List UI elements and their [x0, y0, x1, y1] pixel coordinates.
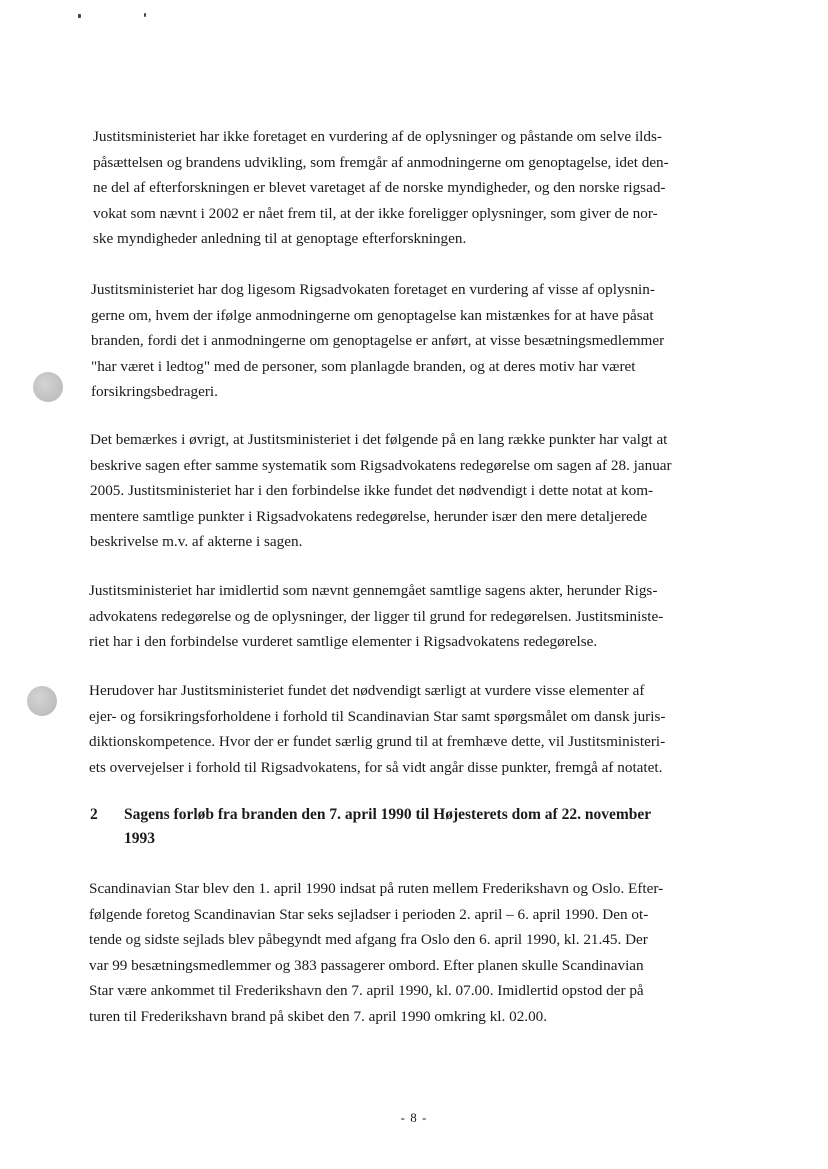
text-line: vokat som nævnt i 2002 er nået frem til, at der ikke foreligger oplysninger, som giver de nor-: [93, 204, 658, 222]
section-number: 2: [90, 806, 98, 823]
text-line: var 99 besætningsmedlemmer og 383 passagerer ombord. Efter planen skulle Scandinavian: [89, 956, 644, 974]
paragraph-4: [89, 578, 663, 655]
scan-speck: [78, 14, 81, 18]
text-line: beskrive sagen efter samme systematik som Rigsadvokatens redegørelse om sagen af 28. januar: [90, 456, 672, 474]
punch-hole: [27, 686, 57, 716]
text-line: forsikringsbedrageri.: [91, 383, 218, 400]
section-title-line: Sagens forløb fra branden den 7. april 1990 til Højesterets dom af 22. november: [124, 806, 652, 823]
text-line: Herudover har Justitsministeriet fundet det nødvendigt særligt at vurdere visse elementer af: [89, 682, 645, 699]
paragraph-1: [93, 124, 669, 252]
section-title-line: 1993: [124, 830, 155, 847]
section-paragraph: [89, 876, 663, 1029]
scan-speck: [144, 13, 146, 17]
punch-hole: [33, 372, 63, 402]
text-line: Justitsministeriet har dog ligesom Rigsadvokaten foretaget en vurdering af visse af oplysnin-: [91, 281, 655, 298]
text-line: 2005. Justitsministeriet har i den forbindelse ikke fundet det nødvendigt i dette notat at kom-: [90, 482, 654, 499]
text-line: ets overvejelser i forhold til Rigsadvokatens, for så vidt angår disse punkter, fremgå af notatet.: [89, 758, 663, 776]
text-line: Scandinavian Star blev den 1. april 1990 indsat på ruten mellem Frederikshavn og Oslo. Efter-: [89, 880, 664, 897]
text-line: riet har i den forbindelse vurderet samtlige elementer i Rigsadvokatens redegørelse.: [89, 633, 598, 650]
paragraph-3: [90, 427, 672, 555]
paragraph-2: [91, 277, 664, 405]
text-line: følgende foretog Scandinavian Star seks sejladser i perioden 2. april – 6. april 1990. Den ot-: [89, 905, 649, 923]
text-line: tende og sidste sejlads blev påbegyndt med afgang fra Oslo den 6. april 1990, kl. 21.45. Der: [89, 931, 648, 948]
text-line: turen til Frederikshavn brand på skibet den 7. april 1990 omkring kl. 02.00.: [89, 1007, 548, 1025]
text-line: branden, fordi det i anmodningerne om genoptagelse er anført, at visse besætningsmedlemmer: [91, 332, 665, 349]
text-line: advokatens redegørelse og de oplysninger, der ligger til grund for redegørelsen. Justitsministe-: [89, 607, 664, 625]
section-heading: [90, 803, 750, 853]
text-line: diktionskompetence. Hvor der er fundet særlig grund til at fremhæve dette, vil Justitsministeri-: [89, 733, 666, 750]
text-line: Star være ankommet til Frederikshavn den 7. april 1990, kl. 07.00. Imidlertid opstod der på: [89, 982, 644, 999]
paragraph-5: [89, 678, 665, 780]
text-line: påsættelsen og brandens udvikling, som fremgår af anmodningerne om genoptagelse, idet den-: [93, 153, 669, 171]
text-line: Justitsministeriet har ikke foretaget en vurdering af de oplysninger og påstande om selve ilds-: [93, 128, 662, 145]
text-line: ske myndigheder anledning til at genoptage efterforskningen.: [93, 230, 467, 247]
text-line: beskrivelse m.v. af akterne i sagen.: [90, 533, 303, 550]
text-line: "har været i ledtog" med de personer, som planlagde branden, og at deres motiv har været: [91, 357, 636, 375]
text-line: Justitsministeriet har imidlertid som nævnt gennemgået samtlige sagens akter, herunder Rigs-: [89, 582, 658, 599]
text-line: ejer- og forsikringsforholdene i forhold til Scandinavian Star samt spørgsmålet om dansk juris-: [89, 707, 666, 725]
page-number: - 8 -: [400, 1110, 428, 1125]
text-line: mentere samtlige punkter i Rigsadvokatens redegørelse, herunder især den mere detaljerede: [90, 507, 648, 525]
text-line: Det bemærkes i øvrigt, at Justitsministeriet i det følgende på en lang række punkter har valgt at: [90, 431, 668, 448]
text-line: gerne om, hvem der ifølge anmodningerne om genoptagelse kan mistænkes for at have påsat: [91, 306, 654, 324]
text-line: ne del af efterforskningen er blevet varetaget af de norske myndigheder, og den norske rigsad-: [93, 179, 666, 196]
